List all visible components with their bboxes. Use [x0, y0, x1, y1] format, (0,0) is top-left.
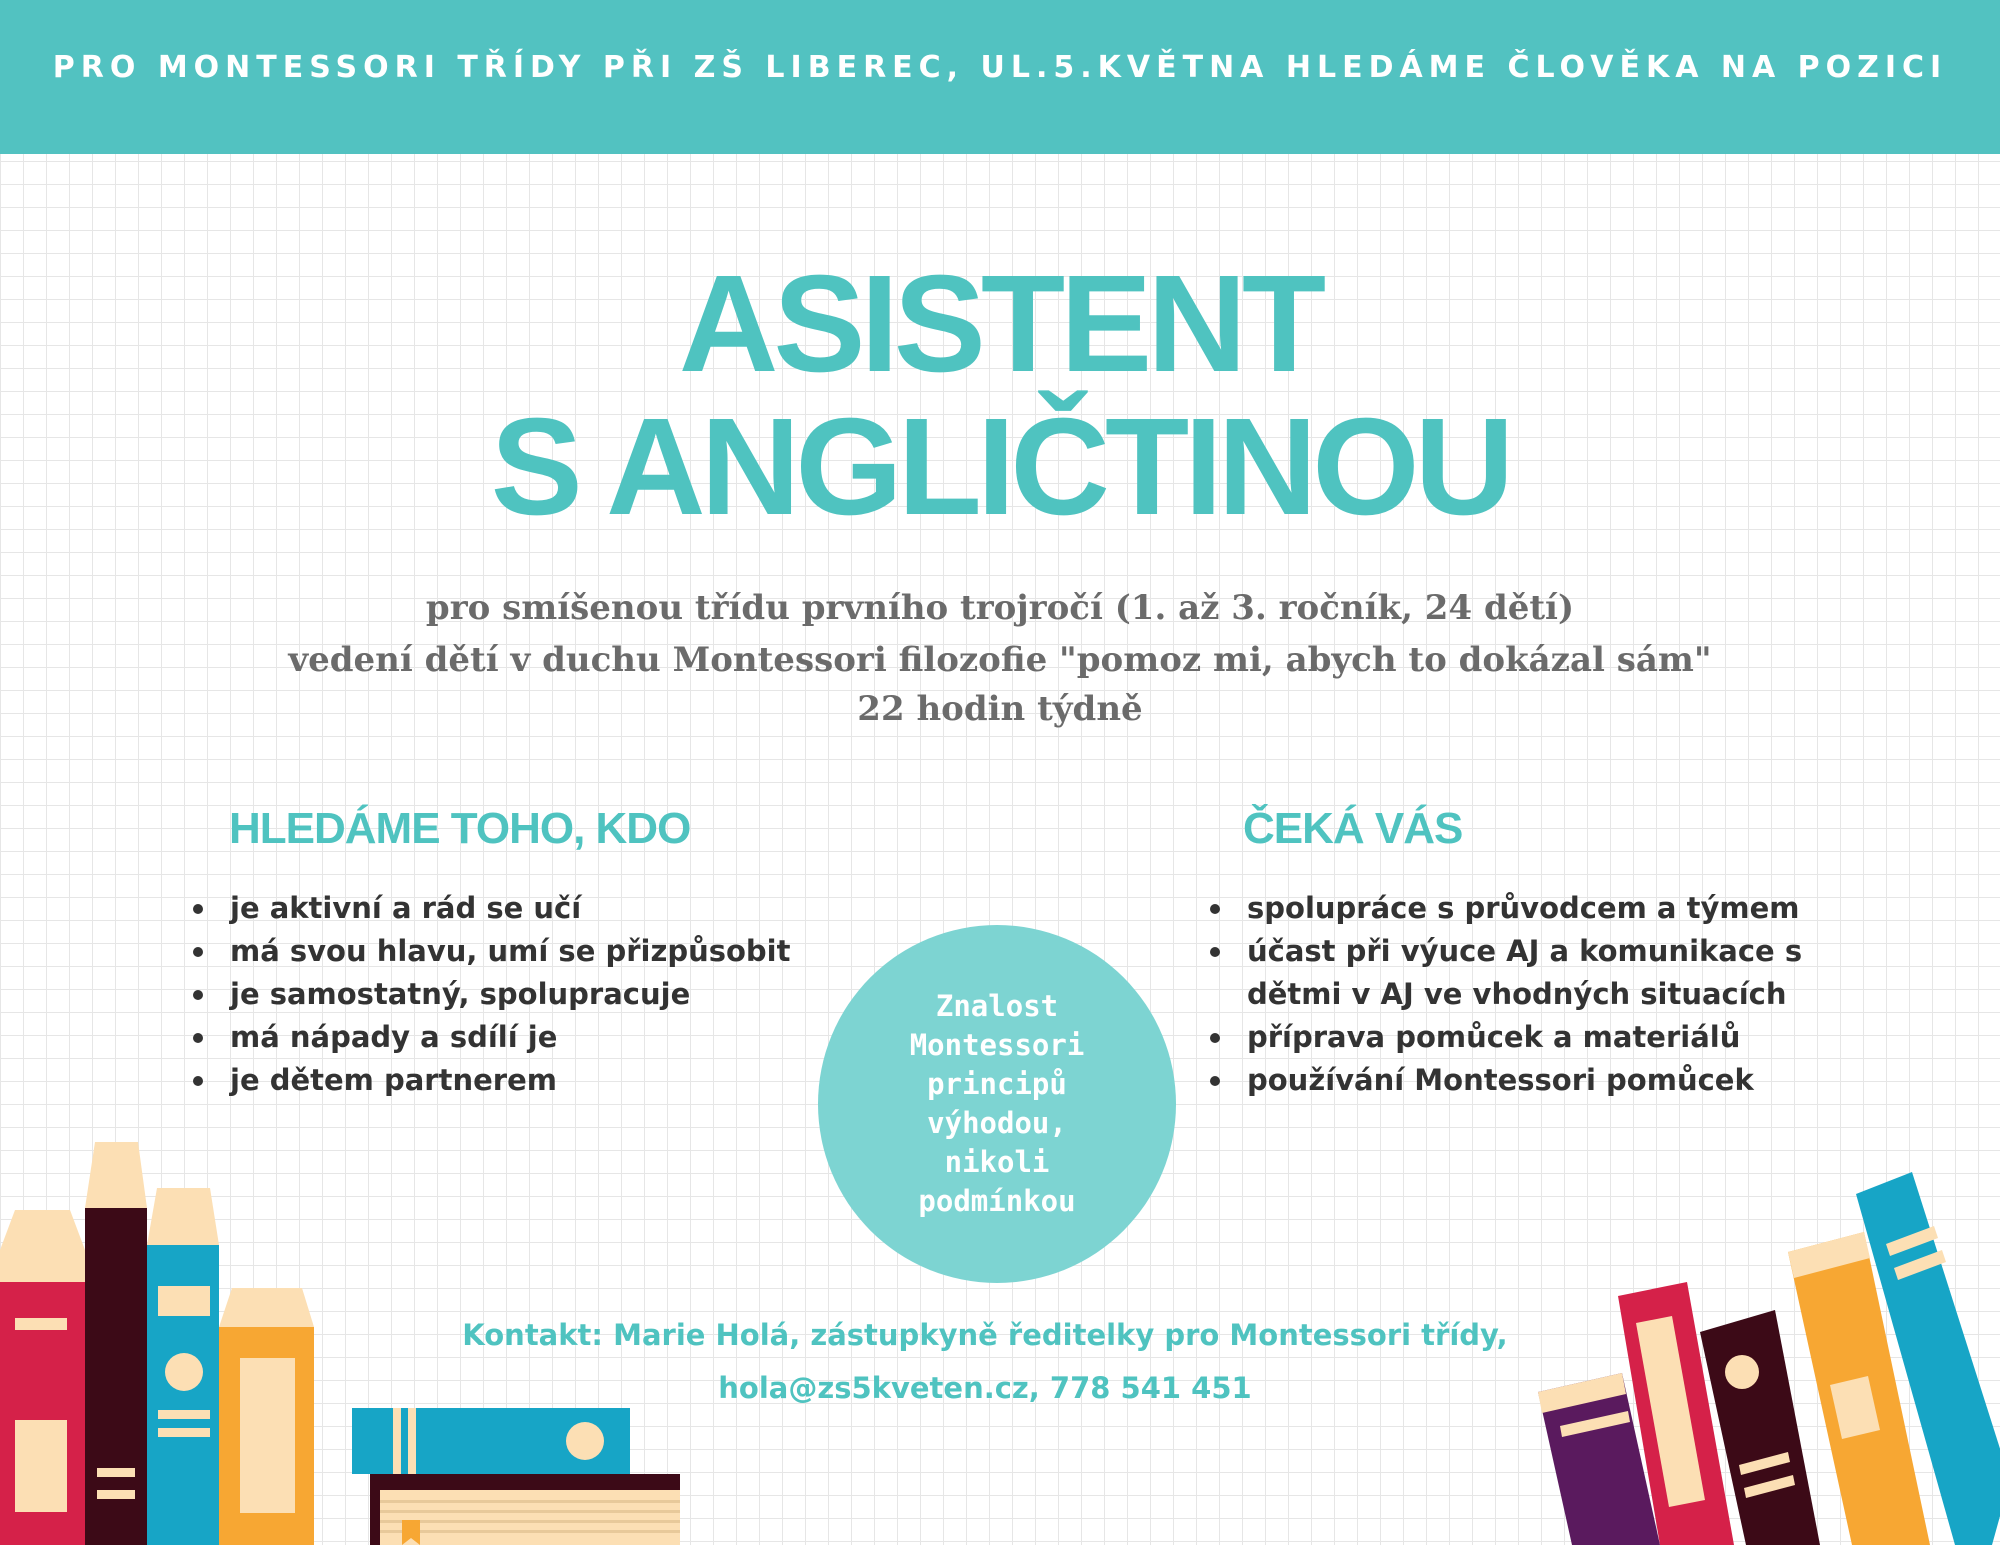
list-item: má nápady a sdílí je [193, 1016, 813, 1059]
subtitle-line-3: 22 hodin týdně [857, 689, 1143, 729]
list-item: je aktivní a rád se učí [193, 887, 813, 930]
title-line-1: ASISTENT [678, 247, 1322, 401]
looking-for-heading: HLEDÁME TOHO, KDO [229, 804, 691, 853]
list-item: příprava pomůcek a materiálů [1210, 1016, 1850, 1059]
offer-heading: ČEKÁ VÁS [1243, 804, 1463, 853]
list-item: používání Montessori pomůcek [1210, 1059, 1850, 1102]
contact-line-2: hola@zs5kveten.cz, 778 541 451 [718, 1371, 1252, 1405]
list-item: je dětem partnerem [193, 1059, 813, 1102]
subtitle-line-1: pro smíšenou třídu prvního trojročí (1. až 3. ročník, 24 dětí) [425, 588, 1575, 628]
list-item: spolupráce s průvodcem a týmem [1210, 887, 1850, 930]
header-text: PRO MONTESSORI TŘÍDY PŘI ZŠ LIBEREC, UL.5.KVĚTNA HLEDÁME ČLOVĚKA NA POZICI [52, 49, 1948, 85]
stacked-books-icon [352, 1408, 680, 1545]
list-item: účast při výuce AJ a komunikace s dětmi v AJ ve vhodných situacích [1210, 930, 1850, 1016]
contact-line-1: Kontakt: Marie Holá, zástupkyně ředitelky pro Montessori třídy, [462, 1318, 1508, 1352]
left-books-icon [0, 1142, 314, 1545]
list-item: je samostatný, spolupracuje [193, 973, 813, 1016]
list-item: má svou hlavu, umí se přizpůsobit [193, 930, 813, 973]
right-books-icon [1538, 1172, 2000, 1545]
badge-text: Znalost Montessori principů výhodou, nikoli podmínkou [909, 989, 1085, 1218]
subtitle-line-2: vedení dětí v duchu Montessori filozofie "pomoz mi, abych to dokázal sám" [288, 640, 1712, 680]
title-line-2: S ANGLIČTINOU [490, 390, 1510, 544]
